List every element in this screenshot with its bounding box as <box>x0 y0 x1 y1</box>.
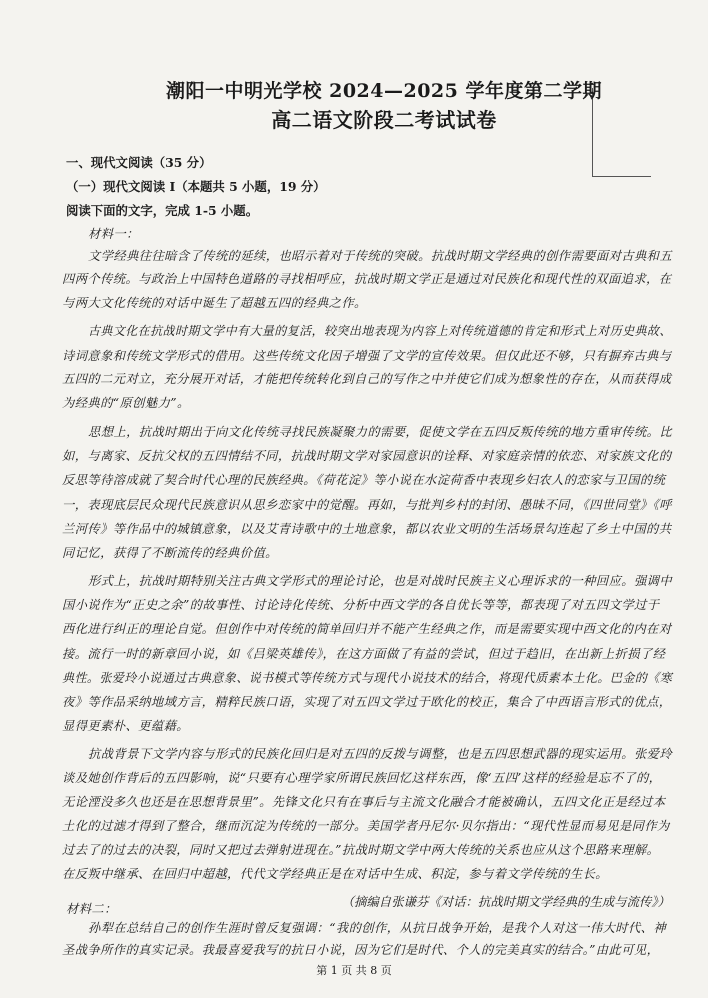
material-1-source: （摘编自张谦芬《对话：抗战时期文学经典的生成与流传》） <box>341 894 670 909</box>
paragraph-line: 过去了的过去的决裂，同时又把过去弹射进现在。”抗战时期文学中两大传统的关系也应从这个思路来理解。 <box>62 843 660 857</box>
paragraph-line: 圣战争所作的真实记录。我最喜爱我写的抗日小说，因为它们是时代、个人的完美真实的结合。”由此可见， <box>62 943 660 957</box>
paragraph-line: 西化进行纠正的理论自觉。但创作中对传统的简单回归并不能产生经典之作，而是需要实现中西文化的内在对 <box>62 622 672 636</box>
paragraph-line: 土化的过滤才得到了整合，继而沉淀为传统的一部分。美国学者丹尼尔·贝尔指出：“现代性显而易见是同作为 <box>62 819 670 833</box>
paragraph-line: 孙犁在总结自己的创作生涯时曾反复强调：“我的创作，从抗日战争开始，是我个人对这一伟大时代、神 <box>88 921 667 935</box>
paragraph-line: 无论湮没多久也还是在思想背景里”。先锋文化只有在事后与主流文化融合才能被确认，五四文化正是经过本 <box>62 795 666 809</box>
paragraph-line: 古典文化在抗战时期文学中有大量的复活，较突出地表现为内容上对传统道德的肯定和形式上对历史典故、 <box>88 324 672 338</box>
paragraph-line: 五四的二元对立，充分展开对话，才能把传统转化到自己的写作之中并使它们成为想象性的存在，从而获得成 <box>62 372 672 386</box>
paragraph-line: 夜》等作品采纳地域方言，精粹民族口语，实现了对五四文学过于欧化的校正，集合了中西语言形式的优点， <box>62 695 672 709</box>
paragraph-line: 为经典的“原创魅力”。 <box>62 396 190 410</box>
paragraph-line: 同记忆，获得了不断流传的经典价值。 <box>62 546 278 560</box>
paragraph-line: 典性。张爱玲小说通过古典意象、说书模式等传统方式与现代小说技术的结合，将现代质素本土化。巴金的《寒 <box>62 671 673 685</box>
paragraph-line: 接。流行一时的新章回小说，如《吕梁英雄传》，在这方面做了有益的尝试，但过于趋旧，在出新上折损了经 <box>62 647 666 661</box>
paragraph-line: 显得更素朴、更蕴藉。 <box>62 719 189 733</box>
paragraph-line: 抗战背景下文学内容与形式的民族化回归是对五四的反拨与调整，也是五四思想武器的现实运用。张爱玲 <box>88 747 673 761</box>
material-2-label: 材料二： <box>66 902 117 916</box>
paragraph-line: 如，与离家、反抗父权的五四情结不同，抗战时期文学对家园意识的诠释、对家庭亲情的依恋、对家族文化的 <box>62 449 672 463</box>
exam-title: 潮阳一中明光学校 2024—2025 学年度第二学期 <box>166 80 602 102</box>
paragraph-line: 谈及她创作背后的五四影响，说“只要有心理学家所谓民族回忆这样东西，像‘五四’这样的经验是忘不了的， <box>62 771 662 785</box>
paragraph-line: 四两个传统。与政治上中国特色道路的寻找相呼应，抗战时期文学正是通过对民族化和现代性的双面追求，在 <box>62 272 672 286</box>
reading-instruction: 阅读下面的文字，完成 1-5 小题。 <box>66 203 259 218</box>
paragraph-line: 反思等待溶成就了契合时代心理的民族经典。《荷花淀》等小说在水淀荷香中表现乡妇农人的恋家与卫国的统 <box>62 473 666 487</box>
page-number: 第 1 页 共 8 页 <box>316 964 392 977</box>
exam-subtitle: 高二语文阶段二考试试卷 <box>271 108 497 132</box>
paragraph-line: 一，表现底层民众现代民族意识从思乡恋家中的觉醒。再如，与批判乡村的封闭、愚昧不同，《四世同堂》《呼 <box>62 498 672 512</box>
paragraph-line: 诗词意象和传统文学形式的借用。这些传统文化因子增强了文学的宣传效果。但仅此还不够，只有摒弃古典与 <box>62 349 672 363</box>
paragraph-line: 在反叛中继承、在回归中超越，代代文学经典正是在对话中生成、积淀，参与着文学传统的生长。 <box>62 867 608 881</box>
section-subheading: （一）现代文阅读 I（本题共 5 小题，19 分） <box>66 179 326 194</box>
section-heading: 一、现代文阅读（35 分） <box>66 155 212 170</box>
paragraph-line: 国小说作为“正史之余”的故事性、讨论诗化传统、分析中西文学的各自优长等等，都表现了对五四文学过于 <box>62 598 660 612</box>
material-1-label: 材料一： <box>88 227 139 241</box>
paragraph-line: 兰河传》等作品中的城镇意象，以及艾青诗歌中的土地意象，都以农业文明的生活场景勾连起了乡土中国的共 <box>62 522 672 536</box>
paragraph-line: 思想上，抗战时期出于向文化传统寻找民族凝聚力的需要，促使文学在五四反叛传统的地方重审传统。比 <box>88 425 673 439</box>
paragraph-line: 文学经典往往暗含了传统的延续，也昭示着对于传统的突破。抗战时期文学经典的创作需要面对古典和五 <box>88 249 673 263</box>
paragraph-line: 与两大文化传统的对话中诞生了超越五四的经典之作。 <box>62 296 367 310</box>
paragraph-line: 形式上，抗战时期特别关注古典文学形式的理论讨论，也是对战时民族主义心理诉求的一种回应。强调中 <box>88 574 673 588</box>
